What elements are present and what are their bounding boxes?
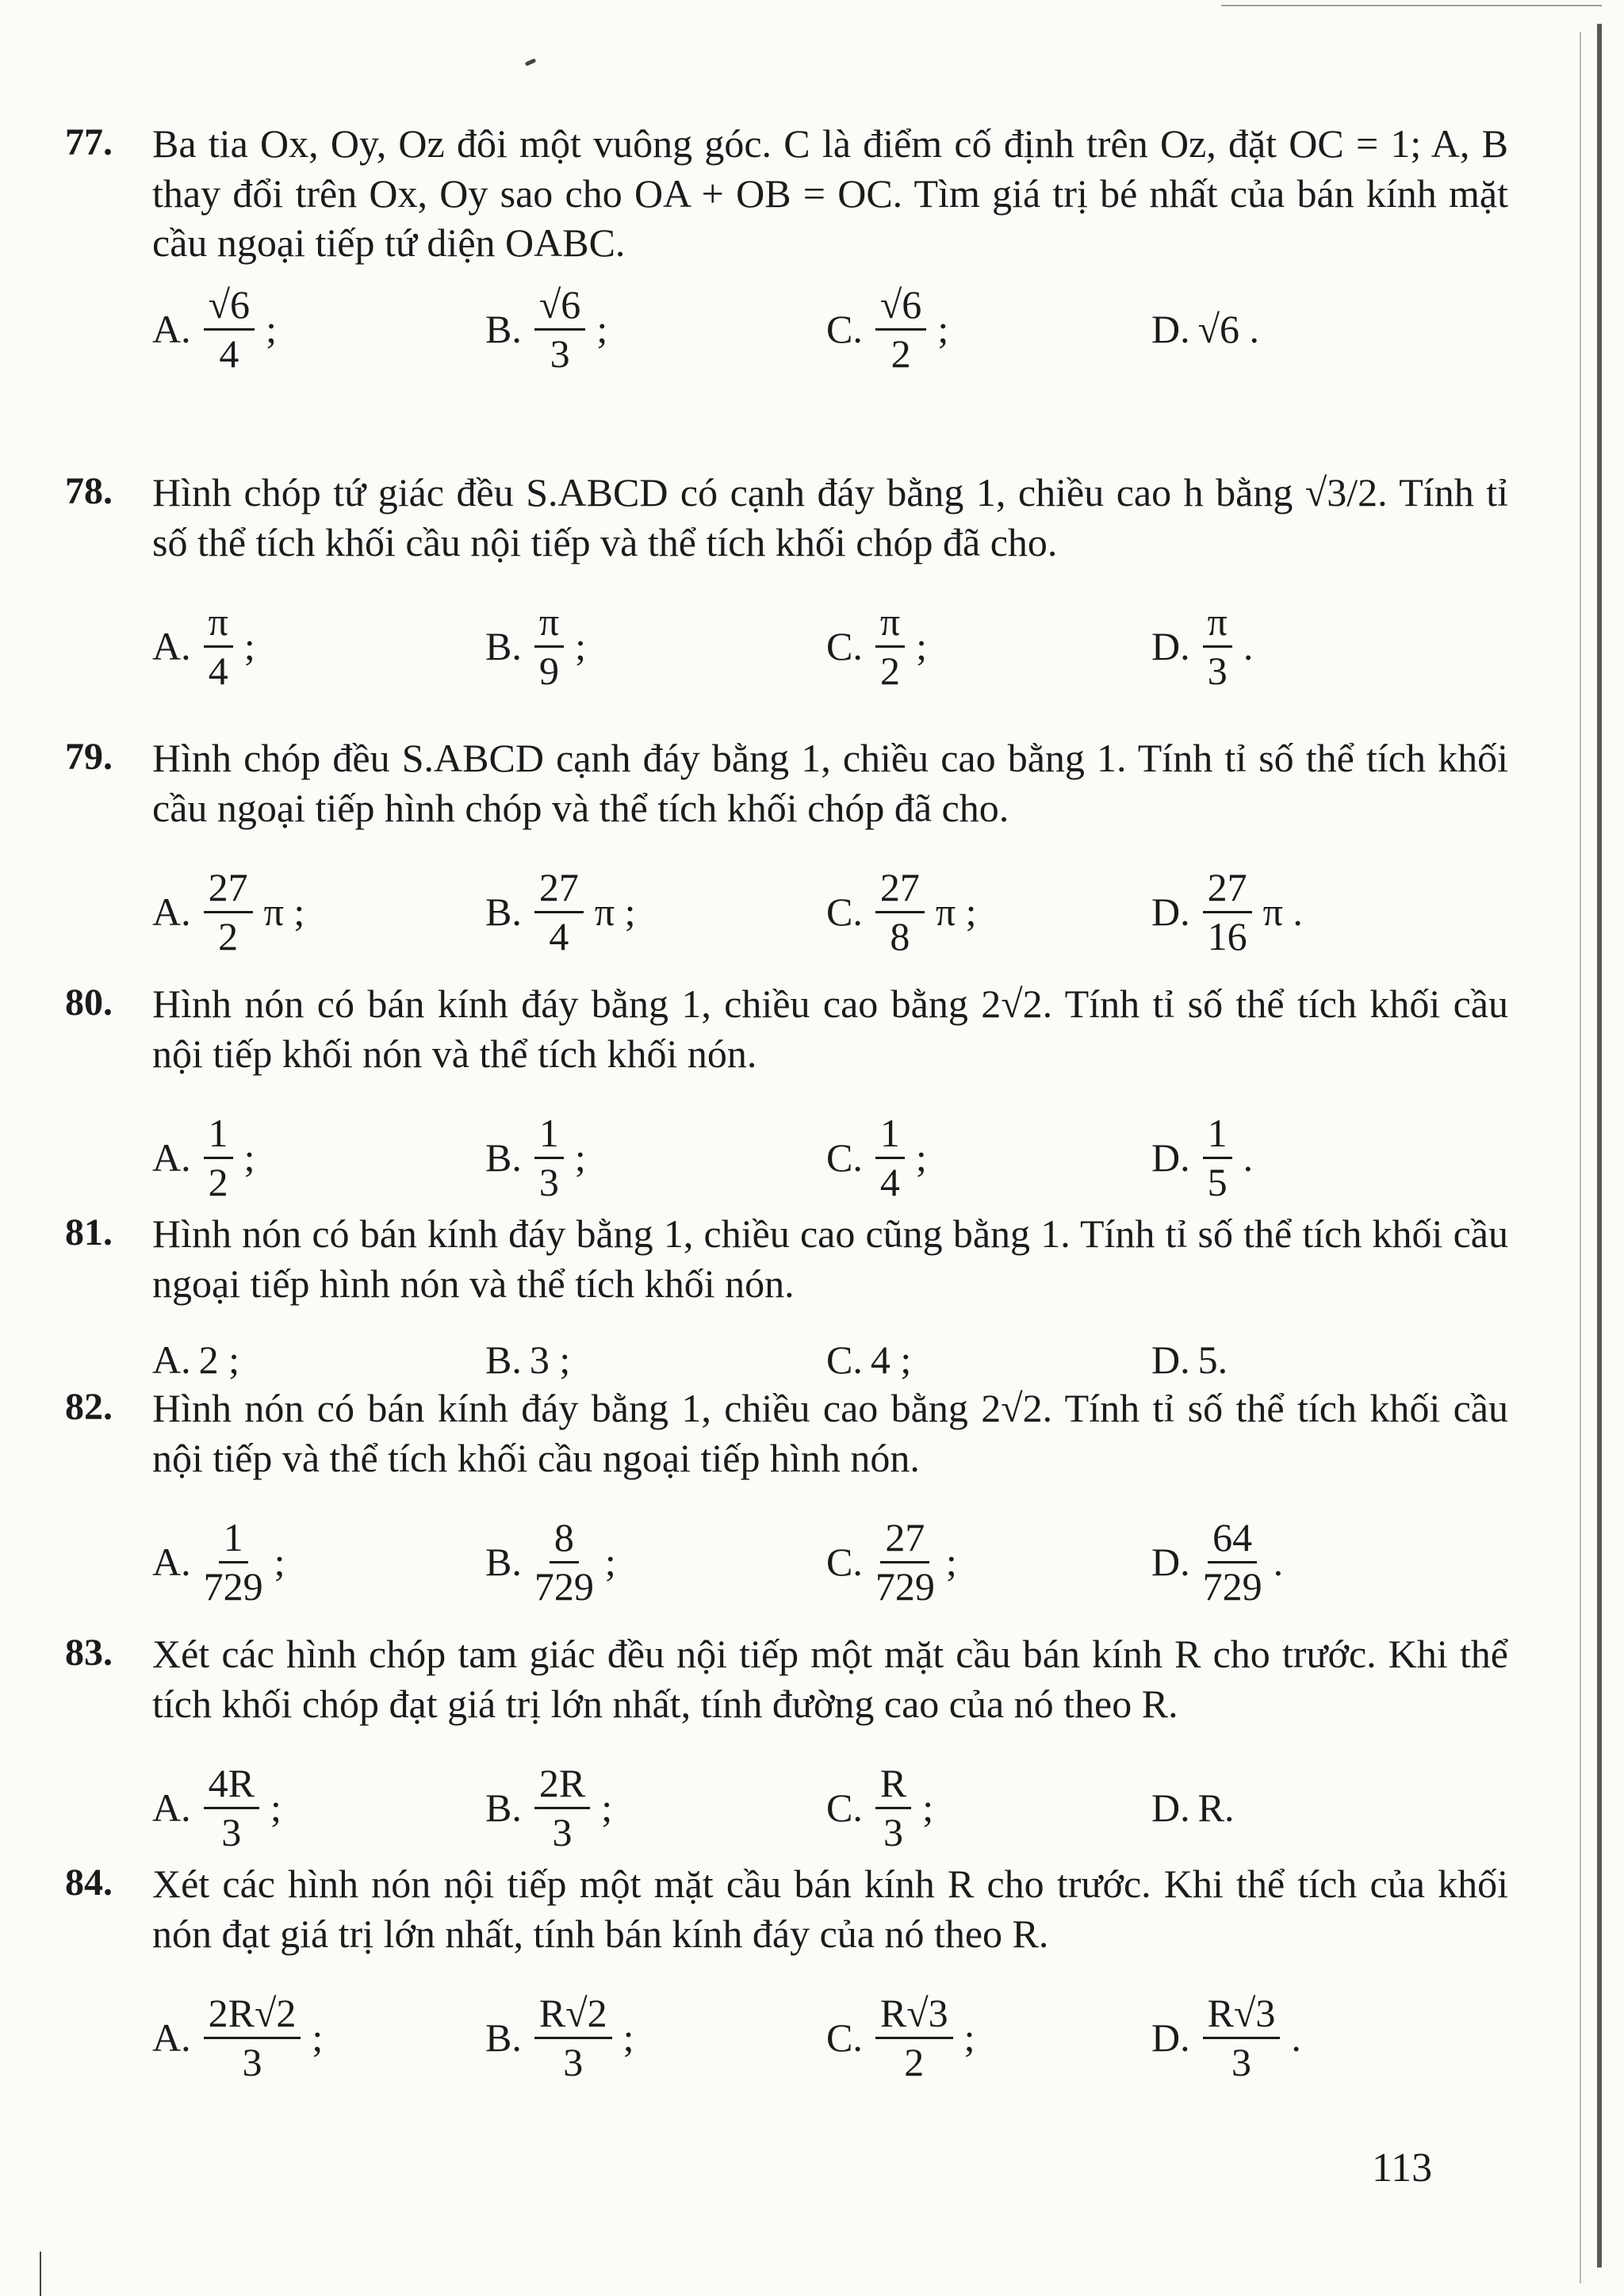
question-number: 77. [65, 121, 113, 163]
option-label: B. [485, 623, 522, 668]
fraction-numerator: 1 [204, 1112, 233, 1159]
fraction-numerator: 4R [204, 1762, 259, 1809]
fraction-numerator: 1 [1203, 1112, 1232, 1159]
option-label: A. [152, 1135, 191, 1180]
option-b [485, 281, 607, 377]
page-edge-left [40, 2252, 41, 2296]
fraction-numerator: π [875, 600, 905, 648]
option-label: A. [152, 1539, 191, 1584]
fraction [875, 866, 925, 959]
option-d [1151, 599, 1253, 694]
option-tail: ; [274, 1539, 285, 1584]
option-label: C. [826, 889, 863, 934]
fraction [534, 866, 584, 959]
option-b [485, 1760, 612, 1855]
option-a [152, 281, 277, 377]
option-c [826, 1110, 927, 1205]
fraction-denominator: 729 [1202, 1563, 1262, 1609]
fraction-numerator: 64 [1208, 1516, 1257, 1563]
option-tail: . [1291, 2015, 1301, 2060]
answer-options [152, 1990, 1469, 2085]
fraction [1203, 1112, 1232, 1204]
question-number: 83. [65, 1632, 113, 1674]
option-b [485, 1990, 634, 2085]
question-number: 78. [65, 470, 113, 512]
fraction-numerator: 1 [219, 1516, 248, 1563]
fraction [875, 1992, 953, 2084]
question-text: Hình chóp tứ giác đều S.ABCD có cạnh đáy bằng 1, chiều cao h bằng √3/2. Tính tỉ số thể tích khối cầu nội tiếp và thể tích khối chóp đã cho. [152, 470, 1508, 564]
answer-options [152, 281, 1469, 377]
fraction [204, 600, 233, 693]
page-number: 113 [1372, 2145, 1433, 2191]
fraction [1203, 1992, 1281, 2084]
option-label: C. [826, 2015, 863, 2060]
fraction-numerator: √6 [204, 283, 255, 331]
option-tail: ; [596, 306, 608, 351]
option-tail: π ; [935, 889, 977, 934]
option-d [1151, 1760, 1234, 1855]
option-label: A. [152, 1785, 191, 1830]
option-c [826, 281, 948, 377]
fraction-denominator: 16 [1207, 913, 1247, 959]
question-number: 79. [65, 736, 113, 778]
fraction [534, 1992, 612, 2084]
option-label: B. [485, 1135, 522, 1180]
fraction [534, 1112, 564, 1204]
fraction-numerator: π [204, 600, 233, 648]
option-tail: ; [604, 1539, 616, 1584]
fraction-numerator: 1 [875, 1112, 905, 1159]
option-label: C. [826, 623, 863, 668]
fraction-numerator: π [1203, 600, 1232, 648]
option-value: √6 . [1197, 306, 1260, 351]
option-tail: ; [575, 623, 587, 668]
fraction [204, 1762, 259, 1854]
option-tail: . [1273, 1539, 1284, 1584]
fraction-numerator: 2R [534, 1762, 590, 1809]
fraction-numerator: 27 [875, 866, 925, 913]
option-label: B. [485, 306, 522, 351]
fraction-numerator: R√3 [875, 1992, 953, 2039]
fraction-denominator: 3 [1207, 648, 1228, 693]
option-label: C. [826, 306, 863, 351]
option-label: A. [152, 889, 191, 934]
option-label: D. [1151, 306, 1190, 351]
option-d [1151, 1110, 1253, 1205]
option-d [1151, 1990, 1301, 2085]
option-label: C. [826, 1135, 863, 1180]
option-label: D. [1151, 1135, 1190, 1180]
option-label: C. [826, 1785, 863, 1830]
option-tail: ; [266, 306, 277, 351]
option-a [152, 1760, 282, 1855]
option-value: 4 ; [870, 1337, 912, 1382]
fraction-numerator: 27 [880, 1516, 929, 1563]
fraction-denominator: 3 [1231, 2039, 1251, 2084]
fraction-numerator: R√3 [1203, 1992, 1281, 2039]
answer-options [152, 599, 1469, 694]
option-label: A. [152, 306, 191, 351]
page-edge-right [1597, 24, 1602, 2267]
fraction-denominator: 3 [242, 2039, 262, 2084]
option-c [826, 1514, 957, 1609]
answer-options [152, 1110, 1469, 1205]
question-number: 81. [65, 1211, 113, 1253]
option-tail: π ; [263, 889, 305, 934]
question-text: Hình nón có bán kính đáy bằng 1, chiều cao bằng 2√2. Tính tỉ số thể tích khối cầu nội tiếp và thể tích khối cầu ngoại tiếp hình nón. [152, 1386, 1508, 1480]
fraction-numerator: R√2 [534, 1992, 612, 2039]
option-value: 3 ; [529, 1337, 571, 1382]
option-label: D. [1151, 1785, 1190, 1830]
option-label: D. [1151, 2015, 1190, 2060]
option-tail: π . [1262, 889, 1303, 934]
fraction-denominator: 5 [1207, 1159, 1228, 1204]
fraction [534, 283, 585, 376]
fraction-numerator: 8 [550, 1516, 579, 1563]
fraction-denominator: 2 [891, 331, 911, 376]
fraction-numerator: 27 [1203, 866, 1252, 913]
fraction [875, 1516, 935, 1609]
option-tail: ; [270, 1785, 282, 1830]
option-b [485, 599, 586, 694]
scan-speck [525, 58, 537, 66]
question-text: Hình nón có bán kính đáy bằng 1, chiều cao cũng bằng 1. Tính tỉ số thể tích khối cầu ngoại tiếp hình nón và thể tích khối nón. [152, 1211, 1508, 1306]
option-label: C. [826, 1337, 863, 1382]
fraction-denominator: 729 [875, 1563, 935, 1609]
fraction [875, 1112, 905, 1204]
fraction-denominator: 8 [890, 913, 910, 959]
question-text: Hình chóp đều S.ABCD cạnh đáy bằng 1, chiều cao bằng 1. Tính tỉ số thể tích khối cầu ngoại tiếp hình chóp và thể tích khối chóp đã cho. [152, 736, 1508, 830]
option-b [485, 864, 636, 959]
fraction [204, 866, 253, 959]
option-a [152, 864, 304, 959]
fraction-denominator: 3 [538, 1159, 559, 1204]
option-label: A. [152, 1337, 191, 1382]
option-tail: ; [945, 1539, 957, 1584]
question-text: Ba tia Ox, Oy, Oz đôi một vuông góc. C là điểm cố định trên Oz, đặt OC = 1; A, B thay đổi trên Ox, Oy sao cho OA + OB = OC. Tìm giá trị bé nhất của bán kính mặt cầu ngoại tiếp tứ diện OABC. [152, 121, 1508, 265]
option-c [826, 1990, 975, 2085]
fraction-denominator: 2 [218, 913, 239, 959]
option-label: A. [152, 2015, 191, 2060]
option-tail: ; [243, 623, 255, 668]
answer-options [152, 1760, 1469, 1855]
fraction-denominator: 3 [221, 1809, 242, 1854]
option-label: D. [1151, 1539, 1190, 1584]
option-label: C. [826, 1539, 863, 1584]
option-b [485, 1514, 616, 1609]
fraction-numerator: √6 [534, 283, 585, 331]
fraction-denominator: 3 [552, 1809, 573, 1854]
option-label: B. [485, 889, 522, 934]
fraction [204, 1992, 301, 2084]
option-tail: ; [922, 1785, 934, 1830]
fraction [875, 283, 926, 376]
option-label: B. [485, 1539, 522, 1584]
option-a [152, 1110, 255, 1205]
option-b [485, 1110, 586, 1205]
option-label: B. [485, 2015, 522, 2060]
fraction-numerator: R [875, 1762, 911, 1809]
option-tail: ; [312, 2015, 324, 2060]
fraction-denominator: 4 [219, 331, 239, 376]
option-tail: ; [622, 2015, 634, 2060]
fraction-denominator: 3 [550, 331, 570, 376]
question-text: Xét các hình chóp tam giác đều nội tiếp một mặt cầu bán kính R cho trước. Khi thể tích khối chóp đạt giá trị lớn nhất, tính đường cao của nó theo R. [152, 1632, 1508, 1726]
fraction [534, 1516, 594, 1609]
question-number: 82. [65, 1386, 113, 1428]
fraction [1203, 866, 1252, 959]
option-label: D. [1151, 889, 1190, 934]
question-text: Xét các hình nón nội tiếp một mặt cầu bán kính R cho trước. Khi thể tích của khối nón đạt giá trị lớn nhất, tính bán kính đáy của nó theo R. [152, 1862, 1508, 1956]
fraction-numerator: √6 [875, 283, 926, 331]
option-c [826, 864, 977, 959]
fraction-denominator: 2 [879, 648, 900, 693]
option-value: 2 ; [198, 1337, 240, 1382]
option-a [152, 599, 255, 694]
option-tail: ; [916, 623, 928, 668]
fraction [204, 283, 255, 376]
fraction-denominator: 4 [208, 648, 228, 693]
option-label: A. [152, 623, 191, 668]
fraction [534, 600, 564, 693]
fraction [534, 1762, 590, 1854]
fraction [875, 600, 905, 693]
option-tail: ; [601, 1785, 613, 1830]
option-a [152, 1990, 323, 2085]
option-tail: ; [574, 1135, 586, 1180]
option-tail: . [1243, 623, 1254, 668]
option-tail: ; [915, 1135, 927, 1180]
answer-options [152, 864, 1469, 959]
fraction-numerator: 2R√2 [204, 1992, 301, 2039]
fraction [1203, 600, 1232, 693]
option-label: D. [1151, 623, 1190, 668]
fraction-denominator: 9 [538, 648, 559, 693]
option-tail: ; [243, 1135, 255, 1180]
option-d [1151, 1514, 1283, 1609]
answer-options [152, 1514, 1469, 1609]
fraction-denominator: 2 [904, 2039, 925, 2084]
question-number: 80. [65, 982, 113, 1024]
fraction [204, 1516, 263, 1609]
option-d [1151, 281, 1259, 377]
option-c [826, 1760, 933, 1855]
fraction-numerator: π [534, 600, 564, 648]
option-c [826, 599, 927, 694]
option-label: B. [485, 1785, 522, 1830]
fraction [875, 1762, 911, 1854]
option-tail: . [1243, 1135, 1254, 1180]
option-value: 5. [1197, 1337, 1228, 1382]
question-text: Hình nón có bán kính đáy bằng 1, chiều cao bằng 2√2. Tính tỉ số thể tích khối cầu nội tiếp khối nón và thể tích khối nón. [152, 982, 1508, 1076]
fraction-numerator: 1 [534, 1112, 564, 1159]
fraction-denominator: 4 [549, 913, 569, 959]
option-tail: π ; [594, 889, 636, 934]
fraction-denominator: 2 [208, 1159, 228, 1204]
fraction-denominator: 3 [883, 1809, 904, 1854]
option-tail: ; [963, 2015, 975, 2060]
fraction-numerator: 27 [204, 866, 253, 913]
fraction-denominator: 729 [534, 1563, 594, 1609]
fraction-numerator: 27 [534, 866, 584, 913]
fraction [204, 1112, 233, 1204]
question-number: 84. [65, 1862, 113, 1904]
option-tail: ; [937, 306, 949, 351]
fraction-denominator: 729 [203, 1563, 263, 1609]
page-edge-top [1221, 5, 1602, 6]
option-a [152, 1514, 285, 1609]
option-label: B. [485, 1337, 522, 1382]
fraction [1203, 1516, 1262, 1609]
fraction-denominator: 3 [563, 2039, 584, 2084]
option-value: R. [1197, 1785, 1235, 1830]
page-edge-right-inner [1580, 32, 1581, 2283]
option-d [1151, 864, 1303, 959]
fraction-denominator: 4 [879, 1159, 900, 1204]
option-label: D. [1151, 1337, 1190, 1382]
